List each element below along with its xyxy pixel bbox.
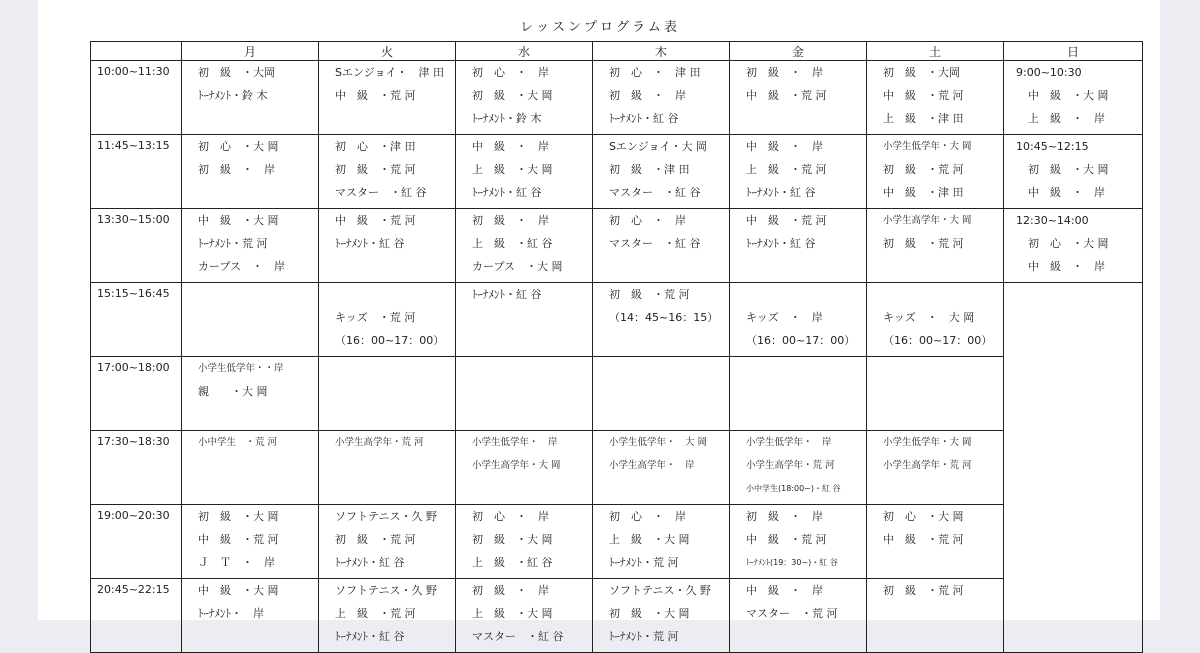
- lesson-entry: 初 級 ・ 岸: [472, 584, 549, 597]
- time-slot: 17:30~18:30: [91, 431, 182, 505]
- lesson-cell-mon: [182, 209, 319, 283]
- lesson-entry: カープス ・大 岡: [472, 260, 563, 273]
- schedule-row: [91, 579, 1143, 653]
- lesson-entry: 初 心 ・ 岸: [472, 510, 549, 523]
- lesson-cell-fri: [730, 505, 867, 579]
- lesson-entry: 中 級 ・ 岸: [1028, 186, 1105, 199]
- lesson-cell-sat: [867, 431, 1004, 505]
- lesson-entry: 初 級 ・荒 河: [883, 163, 964, 176]
- schedule-row: [91, 135, 1143, 209]
- lesson-entry: 中 級 ・荒 河: [746, 89, 827, 102]
- lesson-cell-fri: [730, 431, 867, 505]
- lesson-entry: ﾄｰﾅﾒﾝﾄ・荒 河: [198, 237, 268, 250]
- lesson-entry: [730, 283, 866, 306]
- lesson-cell-thu: [593, 431, 730, 505]
- lesson-cell-mon: [182, 505, 319, 579]
- schedule-row: [91, 209, 1143, 283]
- lesson-entry: 中 級 ・大 岡: [198, 214, 279, 227]
- lesson-entry: 初 級 ・荒 河: [335, 533, 416, 546]
- lesson-entry: 上 級 ・津 田: [883, 112, 964, 125]
- lesson-entry: マスター ・紅 谷: [609, 186, 701, 199]
- schedule-row: [91, 283, 1143, 357]
- lesson-entry: 初 級 ・ 岸: [746, 66, 823, 79]
- day-header-mon: 月: [182, 42, 319, 61]
- lesson-entry: 中 級 ・ 岸: [472, 140, 549, 153]
- lesson-entry: 初 級 ・大 岡: [609, 607, 690, 620]
- lesson-entry: マスター ・紅 谷: [609, 237, 701, 250]
- corner-cell: [91, 42, 182, 61]
- lesson-cell-tue: [319, 135, 456, 209]
- lesson-cell-tue: [319, 431, 456, 505]
- lesson-cell-fri: [730, 209, 867, 283]
- time-slot: 17:00~18:00: [91, 357, 182, 431]
- lesson-entry: マスター ・紅 谷: [335, 186, 427, 199]
- lesson-entry: （16：00~17：00）: [883, 334, 993, 347]
- lesson-entry: Sエンジョイ・ 津 田: [335, 66, 444, 79]
- day-header-sun: 日: [1004, 42, 1143, 61]
- lesson-cell-wed: [456, 505, 593, 579]
- time-slot: 13:30~15:00: [91, 209, 182, 283]
- lesson-entry: ﾄｰﾅﾒﾝﾄ・鈴 木: [472, 112, 542, 125]
- lesson-entry: 初 心 ・大 岡: [198, 140, 279, 153]
- lesson-entry: 初 心 ・大 岡: [1028, 237, 1109, 250]
- lesson-entry: 小学生高学年・荒 河: [746, 460, 835, 471]
- lesson-cell-wed: [456, 579, 593, 653]
- lesson-entry: 上 級 ・大 岡: [472, 607, 553, 620]
- day-header-tue: 火: [319, 42, 456, 61]
- lesson-entry: [319, 283, 455, 306]
- lesson-cell-thu: [593, 505, 730, 579]
- lesson-cell-thu: [593, 357, 730, 431]
- lesson-entry: カープス ・ 岸: [198, 260, 286, 273]
- lesson-entry: Sエンジョイ・大 岡: [609, 140, 707, 153]
- lesson-cell-fri: [730, 579, 867, 653]
- lesson-entry: 小学生高学年・荒 河: [883, 460, 972, 471]
- lesson-entry: ﾄｰﾅﾒﾝﾄ・紅 谷: [335, 556, 405, 569]
- lesson-cell-tue: [319, 283, 456, 357]
- schedule-row: [91, 505, 1143, 579]
- lesson-cell-mon: [182, 61, 319, 135]
- lesson-schedule-table: [90, 41, 1143, 653]
- lesson-entry: 小学生高学年・荒 河: [335, 437, 424, 448]
- lesson-cell-sat: [867, 283, 1004, 357]
- lesson-entry: 上 級 ・紅 谷: [472, 237, 553, 250]
- lesson-entry: 初 級 ・大岡: [883, 66, 960, 79]
- lesson-cell-thu: [593, 135, 730, 209]
- lesson-entry: 小中学生 ・荒 河: [198, 437, 278, 448]
- sunday-empty-cell: [1004, 283, 1143, 653]
- lesson-entry: 初 級 ・荒 河: [883, 237, 964, 250]
- lesson-entry: ﾄｰﾅﾒﾝﾄ・紅 谷: [746, 186, 816, 199]
- lesson-entry: 小学生低学年・ 大 岡: [609, 437, 708, 448]
- lesson-cell-tue: [319, 505, 456, 579]
- lesson-entry: 中 級 ・大 岡: [1028, 89, 1109, 102]
- lesson-entry: 初 心 ・ 津 田: [609, 66, 701, 79]
- lesson-cell-tue: [319, 209, 456, 283]
- lesson-cell-tue: [319, 357, 456, 431]
- lesson-cell-wed: [456, 61, 593, 135]
- lesson-entry: 初 級 ・ 岸: [746, 510, 823, 523]
- lesson-entry: 中 級 ・ 岸: [746, 140, 823, 153]
- lesson-cell-fri: [730, 357, 867, 431]
- lesson-cell-tue: [319, 61, 456, 135]
- lesson-cell-tue: [319, 579, 456, 653]
- lesson-entry: 初 級 ・大 岡: [472, 89, 553, 102]
- lesson-entry: 初 級 ・ 岸: [472, 214, 549, 227]
- lesson-cell-sat: [867, 505, 1004, 579]
- lesson-entry: ﾄｰﾅﾒﾝﾄ・紅 谷: [472, 186, 542, 199]
- lesson-entry: 初 心 ・津 田: [335, 140, 416, 153]
- lesson-cell-wed: [456, 135, 593, 209]
- lesson-entry: （14：45~16：15）: [609, 311, 719, 324]
- lesson-cell-thu: [593, 61, 730, 135]
- lesson-entry: ﾄｰﾅﾒﾝﾄ・ 岸: [198, 607, 264, 620]
- lesson-entry: 中 級 ・ 岸: [746, 584, 823, 597]
- day-header-wed: 水: [456, 42, 593, 61]
- lesson-cell-mon: [182, 135, 319, 209]
- lesson-cell-sun: [1004, 61, 1143, 135]
- lesson-entry: 上 級 ・大 岡: [472, 163, 553, 176]
- schedule-body: [91, 61, 1143, 653]
- schedule-row: [91, 61, 1143, 135]
- lesson-entry: 初 心 ・ 岸: [609, 510, 686, 523]
- time-slot: 19:00~20:30: [91, 505, 182, 579]
- lesson-cell-sat: [867, 61, 1004, 135]
- lesson-entry: ソフトテニス・久 野: [335, 584, 438, 597]
- lesson-cell-fri: [730, 135, 867, 209]
- time-slot: 11:45~13:15: [91, 135, 182, 209]
- lesson-entry: （16：00~17：00）: [746, 334, 856, 347]
- lesson-entry: 中 級 ・ 岸: [1028, 260, 1105, 273]
- lesson-cell-sat: [867, 579, 1004, 653]
- lesson-entry: 小学生低学年・ 岸: [472, 437, 558, 448]
- lesson-entry: 小学生低学年・ 岸: [746, 437, 832, 448]
- lesson-entry: 初 心 ・ 岸: [472, 66, 549, 79]
- lesson-entry: ﾄｰﾅﾒﾝﾄ・鈴 木: [198, 89, 268, 102]
- lesson-entry: キッズ ・ 岸: [746, 311, 823, 324]
- day-header-fri: 金: [730, 42, 867, 61]
- lesson-cell-thu: [593, 579, 730, 653]
- lesson-entry: 上 級 ・荒 河: [335, 607, 416, 620]
- lesson-cell-fri: [730, 283, 867, 357]
- lesson-cell-wed: [456, 357, 593, 431]
- lesson-entry: 12:30~14:00: [1016, 214, 1089, 227]
- lesson-entry: 初 級 ・大 岡: [1028, 163, 1109, 176]
- lesson-entry: 9:00~10:30: [1016, 66, 1082, 79]
- schedule-row: [91, 431, 1143, 505]
- lesson-entry: 小学生低学年・・岸: [198, 363, 284, 374]
- lesson-entry: 小学生低学年・大 岡: [883, 141, 972, 152]
- lesson-cell-sat: [867, 135, 1004, 209]
- lesson-cell-sat: [867, 357, 1004, 431]
- lesson-entry: 中 級 ・荒 河: [335, 89, 416, 102]
- time-slot: 10:00~11:30: [91, 61, 182, 135]
- lesson-entry: 上 級 ・紅 谷: [472, 556, 553, 569]
- page-title: レッスンプログラム表: [520, 20, 680, 35]
- lesson-entry: 初 心 ・大 岡: [883, 510, 964, 523]
- lesson-cell-thu: [593, 209, 730, 283]
- lesson-entry: 中 級 ・荒 河: [198, 533, 279, 546]
- lesson-entry: キッズ ・ 大 岡: [883, 311, 975, 324]
- lesson-entry: 中 級 ・荒 河: [335, 214, 416, 227]
- lesson-entry: 小学生高学年・ 岸: [609, 460, 695, 471]
- lesson-entry: 10:45~12:15: [1016, 140, 1089, 153]
- lesson-entry: 中 級 ・荒 河: [746, 214, 827, 227]
- lesson-entry: ﾄｰﾅﾒﾝﾄ(19：30~)・紅 谷: [746, 558, 838, 567]
- lesson-entry: 初 級 ・津 田: [609, 163, 690, 176]
- lesson-entry: 小学生高学年・大 岡: [472, 460, 561, 471]
- lesson-cell-sun: [1004, 209, 1143, 283]
- lesson-cell-wed: [456, 431, 593, 505]
- lesson-entry: 中 級 ・荒 河: [883, 533, 964, 546]
- lesson-cell-sun: [1004, 135, 1143, 209]
- lesson-entry: 中 級 ・大 岡: [198, 584, 279, 597]
- lesson-entry: Ｊ Ｔ ・ 岸: [198, 556, 275, 569]
- lesson-cell-mon: [182, 579, 319, 653]
- lesson-cell-sat: [867, 209, 1004, 283]
- lesson-cell-wed: [456, 209, 593, 283]
- schedule-row: [91, 357, 1143, 431]
- lesson-entry: 上 級 ・荒 河: [746, 163, 827, 176]
- lesson-entry: ソフトテニス・久 野: [609, 584, 712, 597]
- lesson-cell-mon: [182, 431, 319, 505]
- lesson-entry: ﾄｰﾅﾒﾝﾄ・荒 河: [609, 630, 679, 643]
- lesson-entry: ﾄｰﾅﾒﾝﾄ・紅 谷: [335, 237, 405, 250]
- lesson-cell-fri: [730, 61, 867, 135]
- lesson-cell-mon: [182, 283, 319, 357]
- lesson-entry: マスター ・荒 河: [746, 607, 838, 620]
- lesson-entry: [867, 283, 1003, 306]
- lesson-entry: 中 級 ・荒 河: [883, 89, 964, 102]
- lesson-entry: 初 級 ・ 岸: [198, 163, 275, 176]
- lesson-entry: 初 級 ・大 岡: [198, 510, 279, 523]
- time-slot: 20:45~22:15: [91, 579, 182, 653]
- lesson-entry: 初 級 ・大岡: [198, 66, 275, 79]
- lesson-entry: 中 級 ・荒 河: [746, 533, 827, 546]
- lesson-cell-wed: [456, 283, 593, 357]
- lesson-entry: 初 級 ・荒 河: [609, 288, 690, 301]
- header-row: [91, 42, 1143, 61]
- lesson-entry: ﾄｰﾅﾒﾝﾄ・紅 谷: [746, 237, 816, 250]
- lesson-entry: マスター ・紅 谷: [472, 630, 564, 643]
- day-header-sat: 土: [867, 42, 1004, 61]
- lesson-entry: 初 級 ・ 岸: [609, 89, 686, 102]
- lesson-entry: 親 ・大 岡: [198, 385, 268, 398]
- lesson-entry: 初 級 ・荒 河: [883, 584, 964, 597]
- lesson-entry: 初 心 ・ 岸: [609, 214, 686, 227]
- lesson-cell-mon: [182, 357, 319, 431]
- lesson-entry: 初 級 ・大 岡: [472, 533, 553, 546]
- lesson-entry: キッズ ・荒 河: [335, 311, 416, 324]
- lesson-entry: ﾄｰﾅﾒﾝﾄ・紅 谷: [472, 288, 542, 301]
- lesson-entry: ﾄｰﾅﾒﾝﾄ・紅 谷: [335, 630, 405, 643]
- time-slot: 15:15~16:45: [91, 283, 182, 357]
- lesson-entry: 上 級 ・ 岸: [1028, 112, 1105, 125]
- lesson-entry: 初 級 ・荒 河: [335, 163, 416, 176]
- lesson-entry: 中 級 ・津 田: [883, 186, 964, 199]
- lesson-entry: ﾄｰﾅﾒﾝﾄ・紅 谷: [609, 112, 679, 125]
- lesson-entry: 小学生低学年・大 岡: [883, 437, 972, 448]
- lesson-entry: 小学生高学年・大 岡: [883, 215, 972, 226]
- lesson-entry: 上 級 ・大 岡: [609, 533, 690, 546]
- lesson-entry: （16：00~17：00）: [335, 334, 445, 347]
- lesson-cell-thu: [593, 283, 730, 357]
- lesson-entry: ソフトテニス・久 野: [335, 510, 438, 523]
- day-header-thu: 木: [593, 42, 730, 61]
- lesson-entry: 小中学生(18:00~)・紅 谷: [746, 484, 841, 493]
- lesson-entry: ﾄｰﾅﾒﾝﾄ・荒 河: [609, 556, 679, 569]
